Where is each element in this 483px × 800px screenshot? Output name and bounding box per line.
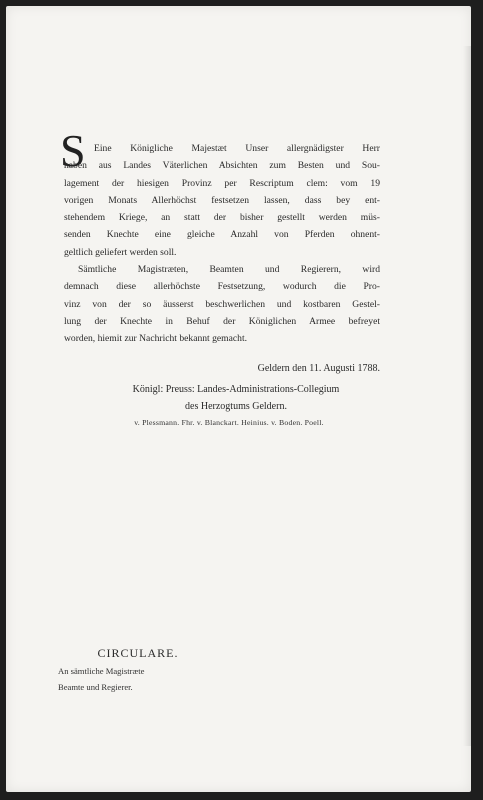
paragraph-2-line: demnach diese allerhöchste Festsetzung, wodurch die Pro-	[64, 281, 380, 293]
circular-addressee-line: Beamte und Regierer.	[58, 682, 133, 692]
paragraph-1-line: senden Knechte eine gleiche Anzahl von Pferden ohnent-	[64, 229, 380, 241]
paragraph-2-line: worden, hiemit zur Nachricht bekannt gemacht.	[64, 333, 248, 345]
body-text	[64, 140, 380, 348]
circular-addressee-line: An sämtliche Magistræte	[58, 666, 145, 676]
circular-title: CIRCULARE.	[97, 646, 179, 660]
paragraph-2-line: Sämtliche Magistræten, Beamten und Regierern, wird	[78, 264, 380, 276]
paragraph-2-line: vinz von der so äusserst beschwerlichen und kostbaren Gestel-	[64, 298, 380, 310]
date-line: Geldern den 11. Augusti 1788.	[257, 363, 380, 374]
paragraph-1-line: lagement der hiesigen Provinz per Rescriptum clem: vom 19	[64, 177, 380, 189]
issuing-authority	[96, 381, 376, 415]
authority-line: Königl: Preuss: Landes-Administrations-Collegium	[132, 384, 340, 395]
paragraph-2-line: lung der Knechte in Behuf der Königlichen Armee befreyet	[64, 315, 380, 327]
paragraph-1-line: haben aus Landes Väterlichen Absichten zum Besten und Sou-	[64, 160, 380, 172]
drop-cap: S	[60, 125, 86, 176]
paragraph-1-line: geltlich geliefert werden soll.	[64, 246, 177, 258]
paragraph-1-line: vorigen Monats Allerhöchst festsetzen lassen, dass bey ent-	[64, 194, 380, 206]
paragraph-1-line: stehendem Kriege, an statt der bisher gestellt werden müs-	[64, 212, 380, 224]
signatories: v. Plessmann. Fhr. v. Blanckart. Heinius. v. Boden. Poell.	[134, 418, 324, 427]
paragraph-1-line: Eine Königliche Majestæt Unser allergnädigster Herr	[94, 143, 380, 154]
authority-line: des Herzogtums Geldern.	[185, 401, 287, 412]
